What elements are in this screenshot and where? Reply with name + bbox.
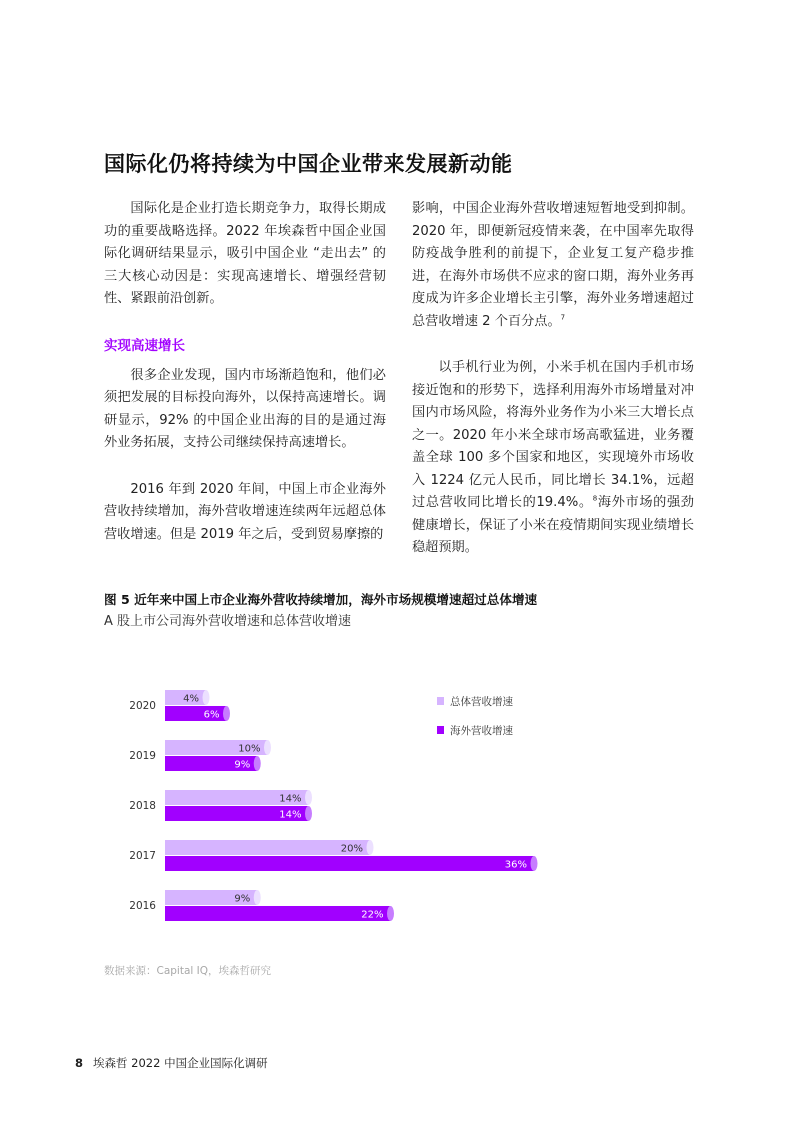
xiaomi-text-tail: 海外市场的强劲健康增长，保证了小米在疫情期间实现业绩增长稳超预期。 [412,495,694,555]
footnote-ref-7: 7 [560,313,566,322]
data-source: 数据来源：Capital IQ，埃森哲研究 [104,965,272,977]
category-label-2019: 2019 [129,750,156,762]
data-label-total-2017: 20% [340,843,363,855]
bar-cap-overseas-2018 [305,806,312,821]
bar-cap-overseas-2020 [223,706,230,721]
impact-paragraph [412,198,694,333]
bar-cap-total-2017 [367,840,374,855]
legend-label-overseas: 海外营收增速 [450,725,513,737]
footer-title: 埃森哲 2022 中国企业国际化调研 [93,1056,268,1070]
bar-cap-total-2016 [254,890,261,905]
category-label-2017: 2017 [129,850,156,862]
bar-cap-total-2019 [264,740,271,755]
legend-label-total: 总体营收增速 [450,696,513,708]
page-heading: 国际化仍将持续为中国企业带来发展新动能 [104,152,513,176]
bar-cap-total-2020 [203,690,210,705]
intro-paragraph: 国际化是企业打造长期竞争力，取得长期成功的重要战略选择。2022 年埃森哲中国企业国际化调研结果显示，吸引中国企业 “走出去” 的三大核心动因是：实现高速增长、增强经营韧性、紧跟前沿创新。 [104,201,386,306]
page-footer [75,1055,268,1071]
left-column [104,198,386,570]
xiaomi-text: 以手机行业为例，小米手机在国内手机市场接近饱和的形势下，选择利用海外市场增量对冲国内市场风险，将海外业务作为小米三大增长点之一。2020 年小米全球市场高歌猛进，业务覆盖全球 100 多个国家和地区，实现境外市场收入 1224 亿元人民币，同比增长 34.1%，远超过总营收同比增长的19.4%。 [412,360,694,510]
revenue-paragraph: 2016 年到 2020 年间，中国上市企业海外营收持续增加，海外营收增速连续两年远超总体营收增速。但是 2019 年之后，受到贸易摩擦的 [104,481,386,542]
data-label-overseas-2018: 14% [279,809,302,821]
category-label-2018: 2018 [129,800,156,812]
revenue-growth-chart [100,672,640,932]
category-label-2016: 2016 [129,900,156,912]
impact-text: 影响，中国企业海外营收增速短暂地受到抑制。2020 年，即便新冠疫情来袭，在中国率先取得防疫战争胜利的前提下，企业复工复产稳步推进，在海外市场供不应求的窗口期，海外业务再度成为许多企业增长主引擎，海外业务增速超过总营收增速 2 个百分点。 [412,201,694,329]
legend-swatch-total [437,697,444,705]
xiaomi-paragraph [412,357,694,560]
right-column [412,198,694,584]
bar-cap-overseas-2016 [387,906,394,921]
bar-overseas-2016 [165,906,391,921]
data-label-overseas-2017: 36% [504,859,527,871]
legend-swatch-overseas [437,726,444,734]
data-label-total-2018: 14% [279,793,302,805]
bar-cap-overseas-2017 [531,856,538,871]
growth-paragraph: 很多企业发现，国内市场渐趋饱和，他们必须把发展的目标投向海外，以保持高速增长。调研显示，92% 的中国企业出海的目的是通过海外业务拓展，支持公司继续保持高速增长。 [104,367,386,450]
data-label-total-2019: 10% [238,743,261,755]
data-label-overseas-2016: 22% [361,909,384,921]
section-subheading: 实现高速增长 [104,337,185,354]
data-label-total-2016: 9% [234,893,251,905]
bar-overseas-2017 [165,856,534,871]
bar-cap-overseas-2019 [254,756,261,771]
data-label-overseas-2019: 9% [234,759,251,771]
bar-cap-total-2018 [305,790,312,805]
data-label-total-2020: 4% [183,693,199,705]
data-label-overseas-2020: 6% [203,709,220,721]
figure-subtitle: A 股上市公司海外营收增速和总体营收增速 [104,614,352,629]
category-label-2020: 2020 [129,700,156,712]
figure-title: 图 5 近年来中国上市企业海外营收持续增加，海外市场规模增速超过总体增速 [104,592,538,607]
bar-total-2017 [165,840,370,855]
page-number: 8 [75,1056,84,1070]
footnote-ref-8: 8 [592,494,598,503]
